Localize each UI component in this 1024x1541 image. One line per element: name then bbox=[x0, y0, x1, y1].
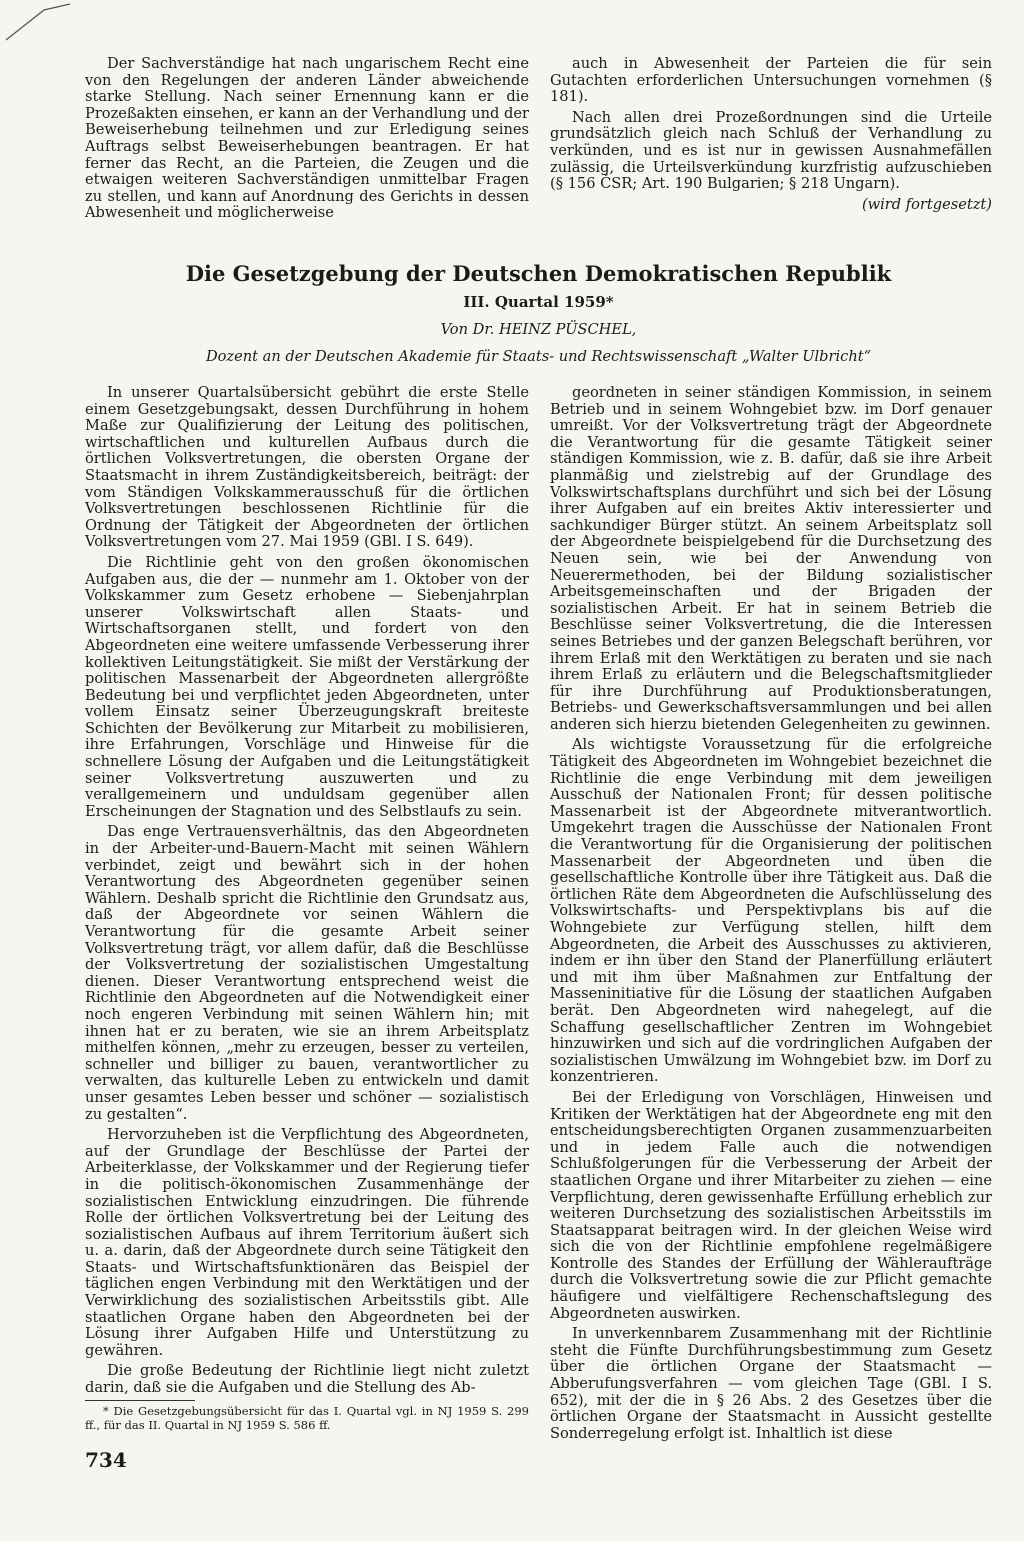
paragraph: geordneten in seiner ständigen Kommission, in seinem Betrieb und in seinem Wohngebiet bzw. im Dorf genauer umreißt. Vor der Volksvertretung trägt der Abgeordnete die Verantwortung für die gesamte Tätigkeit seiner ständigen Kommission, wie z. B. dafür, daß sie ihre Arbeit planmäßig und zielstrebig auf der Grundlage des Volkswirtschaftsplans durchführt und sich bei der Lösung ihrer Aufgaben auf ein breites Aktiv interessierter und sachkundiger Bürger stützt. An seinem Arbeitsplatz soll der Abgeordnete beispielgebend für die Durchsetzung des Neuen sein, wie bei der Anwendung von Neuerermethoden, bei der Bildung sozialistischer Arbeitsgemeinschaften und der Brigaden der sozialistischen Arbeit. Er hat in seinem Betrieb die Beschlüsse seiner Volksvertretung, die die Interessen seines Betriebes und der ganzen Belegschaft berühren, vor ihrem Erlaß mit den Werktätigen zu beraten und sie nach ihrem Erlaß zu erläutern und die Belegschaftsmitglieder für ihre Durchführung auf Produktionsberatungen, Betriebs- und Gewerkschaftsversammlungen und bei allen anderen sich hierzu bietenden Gelegenheiten zu gewinnen. bbox=[550, 384, 992, 733]
paragraph: auch in Abwesenheit der Parteien die für sein Gutachten erforderlichen Untersuchungen vornehmen (§ 181). bbox=[550, 55, 992, 106]
footnote: * Die Gesetzgebungsübersicht für das I. Quartal vgl. in NJ 1959 S. 299 ff., für das II. Quartal in NJ 1959 S. 586 ff. bbox=[85, 1404, 529, 1432]
paragraph: Bei der Erledigung von Vorschlägen, Hinweisen und Kritiken der Werktätigen hat der Abgeordnete eng mit den entscheidungsberechtigten Organen zusammenzuarbeiten und in jedem Falle auch die notwendigen Schlußfolgerungen für die Verbesserung der Arbeit der staatlichen Organe und ihrer Mitarbeiter zu ziehen — eine Verpflichtung, deren gewissenhafte Erfüllung erheblich zur weiteren Durchsetzung des sozialistischen Arbeitsstils im Staatsapparat beitragen wird. In der gleichen Weise wird sich die von der Richtlinie empfohlene regelmäßigere Kontrolle des Standes der Erfüllung der Wähleraufträge durch die Volksvertretung sowie die zur Pflicht gemachte häufigere und vielfältigere Rechenschaftslegung des Abgeordneten auswirken. bbox=[550, 1088, 992, 1322]
article-header bbox=[85, 261, 992, 365]
top-left-column bbox=[85, 56, 529, 226]
paragraph: Das enge Vertrauensverhältnis, das den Abgeordneten in der Arbeiter-und-Bauern-Macht mit seinen Wählern verbindet, zeigt und bewährt sich in der hohen Verantwortung des Abgeordneten gegenüber seinen Wählern. Deshalb spricht die Richtlinie den Grundsatz aus, daß der Abgeordnete vor seinen Wählern die Verantwortung für die gesamte Arbeit seiner Volksvertretung trägt, vor allem dafür, daß die Beschlüsse der Volksvertretung der sozialistischen Umgestaltung dienen. Dieser Verantwortung entsprechend weist die Richtlinie den Abgeordneten auf die Notwendigkeit einer noch engeren Verbindung mit seinen Wählern hin; mit ihnen hat er zu beraten, wie sie an ihrem Arbeitsplatz mithelfen können, „mehr zu erzeugen, besser zu verteilen, schneller und billiger zu bauen, verantwortlicher zu verwalten, das kulturelle Leben zu entwickeln und damit unser gesamtes Leben besser und schöner — sozialistisch zu gestalten“. bbox=[85, 823, 529, 1123]
paragraph: In unserer Quartalsübersicht gebührt die erste Stelle einem Gesetzgebungsakt, dessen Durchführung in hohem Maße zur Qualifizierung der Leitung des politischen, wirtschaftlichen und kulturellen Aufbaus durch die örtlichen Volksvertretungen, die obersten Organe der Staatsmacht in ihrem Zuständigkeitsbereich, beiträgt: der vom Ständigen Volkskammerausschuß für die örtlichen Volksvertretungen beschlossenen Richtlinie für die Ordnung der Tätigkeit der Abgeordneten der örtlichen Volksvertretungen vom 27. Mai 1959 (GBl. I S. 649). bbox=[85, 384, 529, 551]
corner-scribble bbox=[4, 2, 74, 42]
paragraph: Die Richtlinie geht von den großen ökonomischen Aufgaben aus, die der — nunmehr am 1. Oktober von der Volkskammer zum Gesetz erhobene — Siebenjahrplan unserer Volkswirtschaft allen Staats- und Wirtschaftsorganen stellt, und fordert von den Abgeordneten eine weitere umfassende Verbesserung ihrer kollektiven Leitungstätigkeit. Sie mißt der Verstärkung der politischen Massenarbeit der Abgeordneten allergrößte Bedeutung bei und verpflichtet jeden Abgeordneten, unter vollem Einsatz seiner Überzeugungskraft breiteste Schichten der Bevölkerung zur Mitarbeit zu mobilisieren, ihre Erfahrungen, Vorschläge und Hinweise für die schnellere Lösung der Aufgaben und die Leitungstätigkeit seiner Volksvertretung auszuwerten und zu verallgemeinern und unduldsam gegenüber allen Erscheinungen der Stagnation und des Selbstlaufs zu sein. bbox=[85, 553, 529, 820]
paragraph: Als wichtigste Voraussetzung für die erfolgreiche Tätigkeit des Abgeordneten im Wohngebiet bezeichnet die Richtlinie die enge Verbindung mit dem jeweiligen Ausschuß der Nationalen Front; für dessen politische Massenarbeit ist der Abgeordnete mitverantwortlich. Umgekehrt tragen die Ausschüsse der Nationalen Front die Verantwortung für die Organisierung der politischen Massenarbeit der Abgeordneten und üben die gesellschaftliche Kontrolle über ihre Tätigkeit aus. Daß die örtlichen Räte dem Abgeordneten die Aufschlüsselung des Volkswirtschafts- und Perspektivplans bis auf die Wohngebiete zur Verfügung stellen, hilft dem Abgeordneten, die Arbeit des Ausschusses zu aktivieren, indem er ihn über den Stand der Planerfüllung erläutert und mit ihm über Maßnahmen zur Entfaltung der Masseninitiative für die Lösung der staatlichen Aufgaben berät. Den Abgeordneten wird nahegelegt, auf die Schaffung gesellschaftlicher Zentren im Wohngebiet hinzuwirken und sich auf die vordringlichen Aufgaben der sozialistischen Umwälzung im Wohngebiet bzw. im Dorf zu konzentrieren. bbox=[550, 736, 992, 1086]
continued-note: (wird fortgesetzt) bbox=[861, 195, 992, 213]
paragraph: In unverkennbarem Zusammenhang mit der Richtlinie steht die Fünfte Durchführungsbestimmung zum Gesetz über die örtlichen Organe der Staatsmacht — Abberufungsverfahren — vom gleichen Tage (GBl. I S. 652), mit der die in § 26 Abs. 2 des Gesetzes über die örtlichen Organe der Staatsmacht in Aussicht gestellte Sonderregelung erfolgt ist. Inhaltlich ist diese bbox=[550, 1325, 992, 1442]
paragraph: Hervorzuheben ist die Verpflichtung des Abgeordneten, auf der Grundlage der Beschlüsse der Partei der Arbeiterklasse, der Volkskammer und der Regierung tiefer in die politisch-ökonomischen Zusammenhänge der sozialistischen Entwicklung einzudringen. Die führende Rolle der örtlichen Volksvertretung bei der Leitung des sozialistischen Aufbaus auf ihrem Territorium äußert sich u. a. darin, daß der Abgeordnete durch seine Tätigkeit den Staats- und Wirtschaftsfunktionären das Beispiel der täglichen engen Verbindung mit den Werktätigen und der Verwirklichung des sozialistischen Arbeitsstils gibt. Alle staatlichen Organe haben den Abgeordneten bei der Lösung ihrer Aufgaben Hilfe und Unterstützung zu gewähren. bbox=[85, 1126, 529, 1359]
article-subtitle: III. Quartal 1959* bbox=[463, 293, 614, 311]
page-number: 734 bbox=[85, 1448, 127, 1472]
article-left-column bbox=[85, 385, 529, 1401]
top-right-column bbox=[550, 56, 992, 213]
article-right-column bbox=[550, 385, 992, 1446]
footnote-rule bbox=[85, 1400, 195, 1401]
paragraph: Die große Bedeutung der Richtlinie liegt nicht zuletzt darin, daß sie die Aufgaben und die Stellung des Ab- bbox=[85, 1362, 529, 1397]
author-affiliation: Dozent an der Deutschen Akademie für Staats- und Rechtswissenschaft „Walter Ulbricht“ bbox=[205, 348, 872, 365]
paragraph: Der Sachverständige hat nach ungarischem Recht eine von den Regelungen der anderen Länder abweichende starke Stellung. Nach seiner Ernennung kann er die Prozeßakten einsehen, er kann an der Verhandlung und der Beweiserhebung teilnehmen und zur Erledigung seines Auftrags selbst Beweiserhebungen beantragen. Er hat ferner das Recht, an die Parteien, die Zeugen und die etwaigen weiteren Sachverständigen unmittelbar Fragen zu stellen, und kann auf Anordnung des Gerichts in dessen Abwesenheit und möglicherweise bbox=[85, 55, 529, 222]
article-title: Die Gesetzgebung der Deutschen Demokratischen Republik bbox=[185, 261, 892, 286]
author-line: Von Dr. HEINZ PÜSCHEL, bbox=[440, 321, 637, 338]
paragraph: Nach allen drei Prozeßordnungen sind die Urteile grundsätzlich gleich nach Schluß der Verhandlung zu verkünden, und es ist nur in gewissen Ausnahmefällen zulässig, die Urteilsverkündung kurzfristig aufzuschieben (§ 156 ČSR; Art. 190 Bulgarien; § 218 Ungarn). bbox=[550, 108, 992, 193]
